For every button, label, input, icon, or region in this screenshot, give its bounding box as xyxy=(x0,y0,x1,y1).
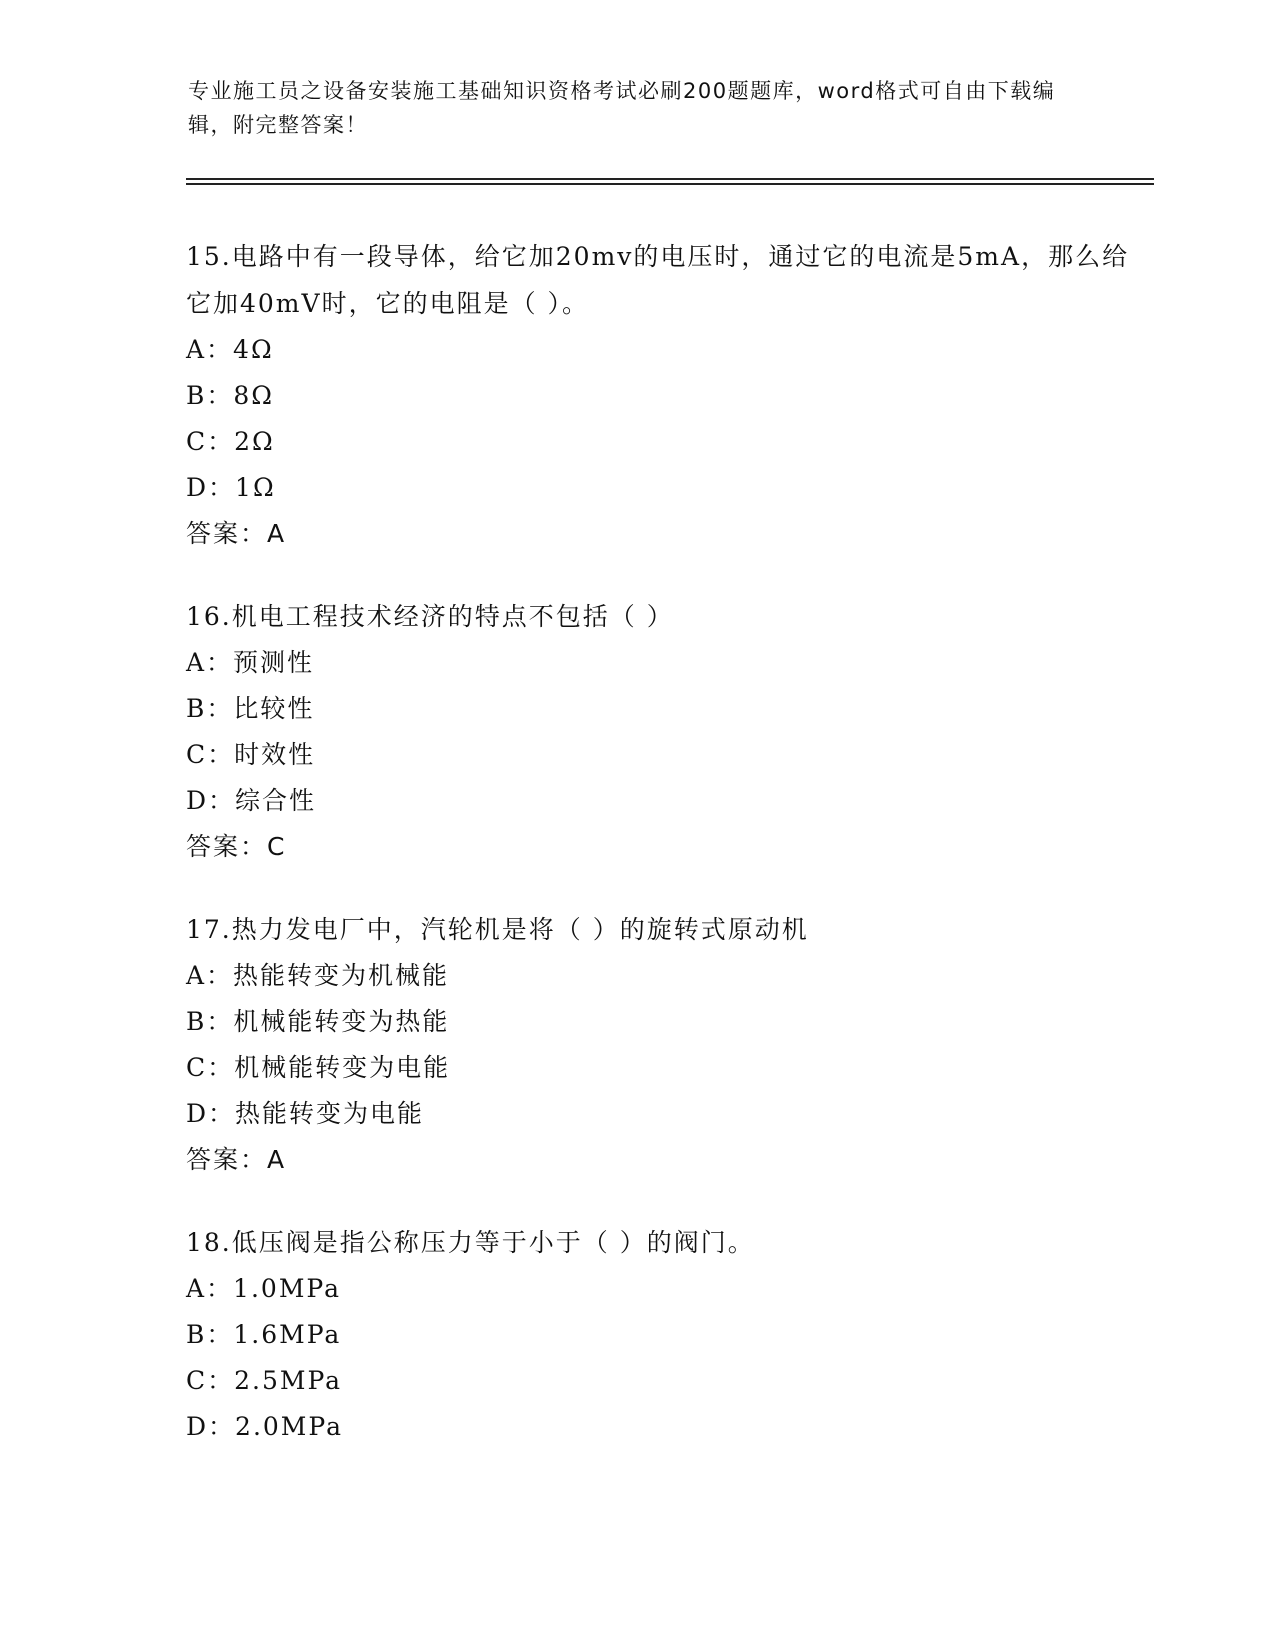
question-text: 17.热力发电厂中，汽轮机是将（ ）的旋转式原动机 xyxy=(186,915,809,944)
option-b: B：机械能转变为热能 xyxy=(186,1007,450,1036)
option-a: A：4Ω xyxy=(186,335,274,364)
option-c: C：2.5MPa xyxy=(186,1366,343,1395)
question-text: 15.电路中有一段导体，给它加20mv的电压时，通过它的电流是5mA，那么给它加40mV时，它的电阻是（ ）。 xyxy=(186,242,1130,318)
option-d: D：热能转变为电能 xyxy=(186,1099,425,1128)
answer: 答案：A xyxy=(186,519,287,548)
option-d: D：1Ω xyxy=(186,473,276,502)
question-18 xyxy=(186,1219,1136,1450)
question-16 xyxy=(186,593,1136,870)
option-a: A：1.0MPa xyxy=(186,1274,342,1303)
option-c: C：时效性 xyxy=(186,740,316,769)
header-divider-top xyxy=(186,178,1154,180)
option-d: D：综合性 xyxy=(186,786,317,815)
answer: 答案：C xyxy=(186,832,287,861)
option-a: A：预测性 xyxy=(186,648,315,677)
option-d: D：2.0MPa xyxy=(186,1412,344,1441)
option-a: A：热能转变为机械能 xyxy=(186,961,450,990)
option-b: B：8Ω xyxy=(186,381,275,410)
document-header: 专业施工员之设备安装施工基础知识资格考试必刷200题题库，word格式可自由下载编辑，附完整答案！ xyxy=(188,79,1056,137)
option-c: C：机械能转变为电能 xyxy=(186,1053,451,1082)
option-b: B：比较性 xyxy=(186,694,315,723)
option-b: B：1.6MPa xyxy=(186,1320,342,1349)
answer: 答案：A xyxy=(186,1145,287,1174)
question-17 xyxy=(186,906,1136,1183)
question-text: 18.低压阀是指公称压力等于小于（ ）的阀门。 xyxy=(186,1228,755,1257)
option-c: C：2Ω xyxy=(186,427,275,456)
header-divider-bottom xyxy=(186,183,1154,185)
question-15 xyxy=(186,233,1136,557)
question-text: 16.机电工程技术经济的特点不包括（ ） xyxy=(186,602,674,631)
question-list xyxy=(186,233,1136,1486)
